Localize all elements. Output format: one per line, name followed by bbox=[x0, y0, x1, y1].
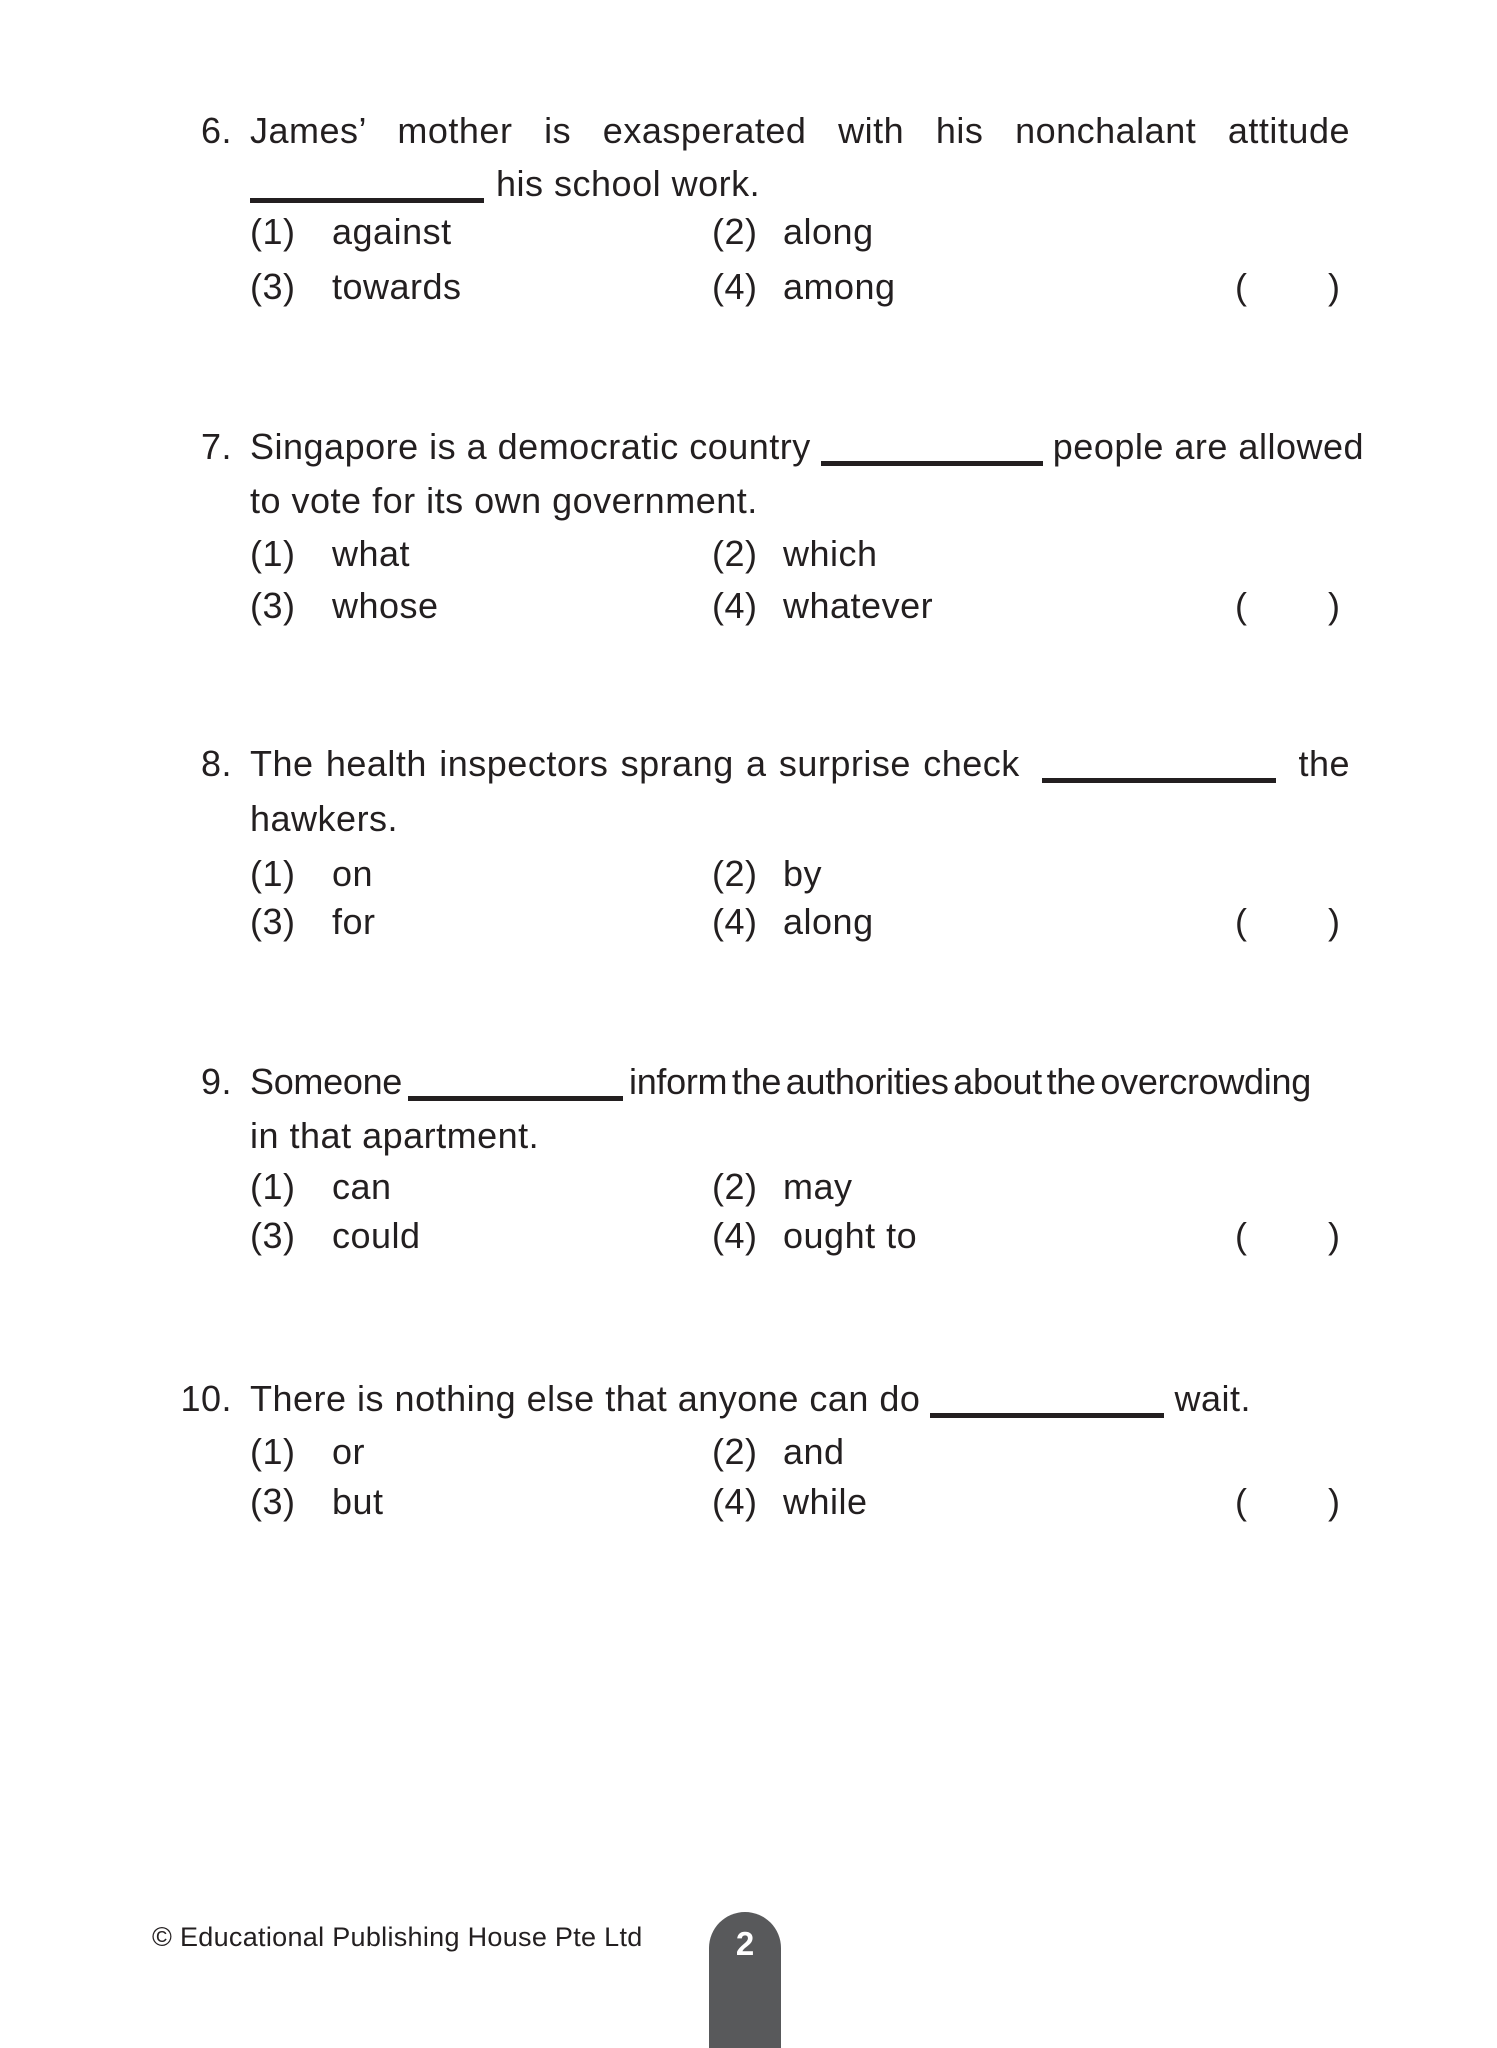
question-number: 9. bbox=[200, 1061, 232, 1102]
question-text-line1: James’ mother is exasperated with his nonchalant attitude bbox=[250, 110, 1350, 151]
question-text-line2 bbox=[250, 163, 1350, 205]
question-number: 7. bbox=[200, 426, 232, 467]
answer-bracket-open: ( bbox=[1235, 1215, 1248, 1256]
options-row bbox=[250, 266, 1350, 312]
option-text: ought to bbox=[783, 1215, 918, 1256]
option-label: (1) bbox=[250, 1431, 296, 1472]
answer-bracket-open: ( bbox=[1235, 585, 1248, 626]
option-label: (4) bbox=[712, 1481, 758, 1522]
options-row bbox=[250, 1215, 1350, 1261]
answer-blank bbox=[250, 198, 484, 203]
question-text-after-blank: people are allowed bbox=[1052, 426, 1365, 467]
page-number-tab bbox=[709, 1912, 781, 2048]
answer-blank bbox=[930, 1413, 1164, 1418]
options-row bbox=[250, 1481, 1350, 1527]
question-text-after-blank: wait. bbox=[1174, 1378, 1251, 1419]
option-text: towards bbox=[332, 266, 462, 307]
option-text: but bbox=[332, 1481, 384, 1522]
options-row bbox=[250, 1431, 1350, 1477]
option-label: (2) bbox=[712, 211, 758, 252]
options-row bbox=[250, 533, 1350, 579]
option-text: and bbox=[783, 1431, 845, 1472]
options-row bbox=[250, 585, 1350, 631]
option-label: (2) bbox=[712, 1166, 758, 1207]
options-row bbox=[250, 853, 1350, 899]
option-label: (1) bbox=[250, 853, 296, 894]
question-text-line1 bbox=[250, 743, 1350, 785]
option-label: (2) bbox=[712, 533, 758, 574]
question-text-before-blank: There is nothing else that anyone can do bbox=[250, 1378, 921, 1419]
answer-bracket-close: ) bbox=[1328, 901, 1341, 942]
option-text: by bbox=[783, 853, 823, 894]
answer-bracket-close: ) bbox=[1328, 585, 1341, 626]
option-text: could bbox=[332, 1215, 421, 1256]
question-number: 10. bbox=[180, 1378, 232, 1419]
page-number: 2 bbox=[735, 1925, 755, 1962]
answer-bracket-close: ) bbox=[1328, 266, 1341, 307]
answer-bracket-open: ( bbox=[1235, 1481, 1248, 1522]
footer-copyright: © Educational Publishing House Pte Ltd bbox=[152, 1922, 643, 1952]
option-label: (4) bbox=[712, 266, 758, 307]
question-text-after-blank: the bbox=[1298, 743, 1350, 784]
answer-blank bbox=[821, 461, 1043, 466]
question-text-before-blank: Singapore is a democratic country bbox=[250, 426, 811, 467]
answer-bracket-open: ( bbox=[1235, 266, 1248, 307]
question-text-line2: hawkers. bbox=[250, 798, 399, 839]
option-text: along bbox=[783, 901, 874, 942]
answer-bracket-close: ) bbox=[1328, 1215, 1341, 1256]
option-text: against bbox=[332, 211, 452, 252]
option-label: (3) bbox=[250, 1481, 296, 1522]
option-label: (3) bbox=[250, 266, 296, 307]
question-text-line1 bbox=[250, 1061, 1350, 1103]
option-text: for bbox=[332, 901, 376, 942]
question-text-after-blank: his school work. bbox=[496, 163, 761, 204]
option-text: among bbox=[783, 266, 896, 307]
option-text: while bbox=[783, 1481, 868, 1522]
option-label: (1) bbox=[250, 1166, 296, 1207]
answer-blank bbox=[1042, 778, 1276, 783]
answer-blank bbox=[408, 1096, 623, 1101]
option-label: (3) bbox=[250, 1215, 296, 1256]
option-text: on bbox=[332, 853, 374, 894]
question-number: 6. bbox=[200, 110, 232, 151]
question-text-line2: to vote for its own government. bbox=[250, 480, 758, 521]
option-label: (4) bbox=[712, 1215, 758, 1256]
option-text: which bbox=[783, 533, 878, 574]
options-row bbox=[250, 1166, 1350, 1212]
question-number: 8. bbox=[200, 743, 232, 784]
option-label: (1) bbox=[250, 533, 296, 574]
question-text-after-blank: inform the authorities about the overcrowding bbox=[629, 1061, 1311, 1102]
question-text-before-blank: The health inspectors sprang a surprise check bbox=[250, 743, 1020, 784]
option-label: (4) bbox=[712, 901, 758, 942]
answer-bracket-close: ) bbox=[1328, 1481, 1341, 1522]
option-label: (3) bbox=[250, 585, 296, 626]
question-text-before-blank: Someone bbox=[250, 1061, 403, 1102]
option-text: along bbox=[783, 211, 874, 252]
option-text: whatever bbox=[783, 585, 934, 626]
question-text-line2: in that apartment. bbox=[250, 1115, 540, 1156]
option-label: (2) bbox=[712, 1431, 758, 1472]
option-label: (4) bbox=[712, 585, 758, 626]
question-text-line1 bbox=[250, 1378, 1350, 1420]
question-text-line1 bbox=[250, 426, 1365, 468]
answer-bracket-open: ( bbox=[1235, 901, 1248, 942]
options-row bbox=[250, 211, 1350, 257]
option-text: may bbox=[783, 1166, 853, 1207]
options-row bbox=[250, 901, 1350, 947]
option-text: what bbox=[332, 533, 411, 574]
option-text: or bbox=[332, 1431, 366, 1472]
option-text: can bbox=[332, 1166, 392, 1207]
option-text: whose bbox=[332, 585, 439, 626]
option-label: (1) bbox=[250, 211, 296, 252]
option-label: (3) bbox=[250, 901, 296, 942]
option-label: (2) bbox=[712, 853, 758, 894]
